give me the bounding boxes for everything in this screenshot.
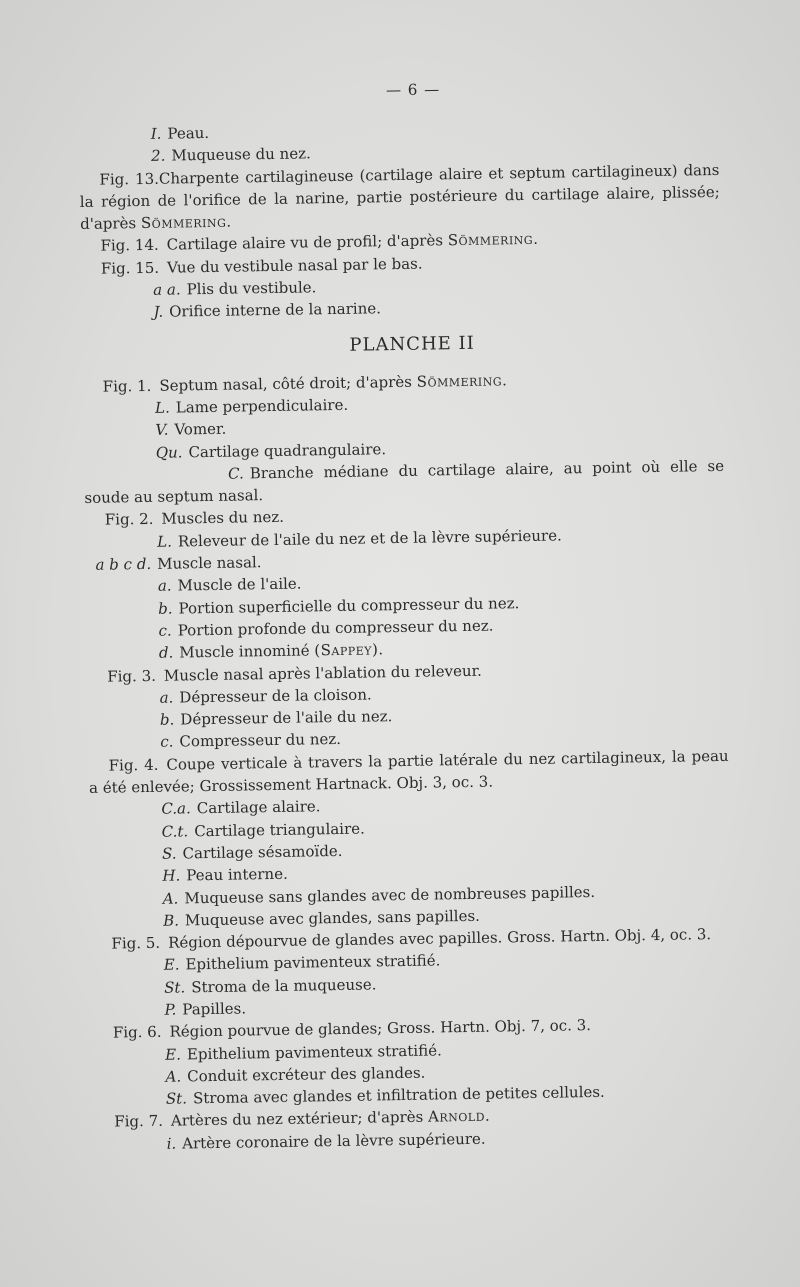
figure-text: Artères du nez extérieur; d'après bbox=[170, 1108, 424, 1131]
item-key: L. bbox=[157, 532, 173, 551]
item-key: P. bbox=[164, 1000, 177, 1019]
item-key: H. bbox=[162, 866, 181, 885]
page-content bbox=[78, 76, 735, 1156]
item-key: V. bbox=[155, 420, 169, 440]
author-name: Sömmering. bbox=[416, 370, 508, 391]
item-key: A. bbox=[162, 889, 179, 908]
item-key: a. bbox=[159, 688, 174, 707]
item-text: Papilles. bbox=[182, 999, 247, 1019]
item-key: C.a. bbox=[161, 799, 191, 819]
figure-label: Fig. 7. bbox=[114, 1112, 164, 1132]
page-number: — 6 — bbox=[385, 80, 441, 100]
item-text: Orifice interne de la narine. bbox=[169, 299, 382, 321]
item-key: a b c d. bbox=[95, 554, 152, 574]
item-text: Compresseur du nez. bbox=[179, 730, 342, 751]
item-text: Releveur de l'aile du nez et de la lèvre supérieure. bbox=[177, 526, 562, 551]
figure-text: Muscle nasal après l'ablation du releveur. bbox=[163, 661, 483, 685]
item-text: Stroma avec glandes et infiltration de petites cellules. bbox=[192, 1083, 605, 1108]
figure-label: Fig. 14. bbox=[100, 236, 159, 256]
item-key: Qu. bbox=[155, 442, 183, 462]
item-text: Muscle innominé bbox=[179, 641, 310, 662]
item-key: 2. bbox=[150, 146, 166, 166]
item-text: Portion superficielle du compresseur du nez. bbox=[178, 593, 520, 618]
figure-text: Coupe verticale à travers la partie latérale du nez cartilagineux, la peau a été enlevée; Grossissement Hartnack. Obj. 3, oc. 3. bbox=[88, 746, 729, 797]
item-text: Muqueuse avec glandes, sans papilles. bbox=[184, 906, 481, 930]
item-text: Cartilage alaire. bbox=[196, 797, 321, 818]
figure-caption-13 bbox=[79, 159, 720, 236]
item-key: St. bbox=[165, 1089, 188, 1108]
item-text: Vomer. bbox=[174, 419, 227, 439]
figure-text: Septum nasal, côté droit; d'après bbox=[159, 372, 413, 395]
item-text: Muscle nasal. bbox=[156, 553, 262, 573]
author-name: Sömmering. bbox=[140, 212, 232, 233]
item-key: B. bbox=[162, 911, 180, 930]
item-key: d. bbox=[158, 643, 174, 663]
item-text: Portion profonde du compresseur du nez. bbox=[177, 616, 494, 640]
figure-label: Fig. 2. bbox=[104, 510, 154, 530]
item-text: Epithelium pavimenteux stratifié. bbox=[185, 951, 441, 974]
item-text: Peau. bbox=[167, 123, 210, 143]
item-key: c. bbox=[158, 621, 172, 640]
item-text: Dépresseur de la cloison. bbox=[179, 685, 372, 707]
figure-text: Cartilage alaire vu de profil; d'après bbox=[166, 231, 444, 255]
item-key: a. bbox=[157, 576, 172, 596]
figure-label: Fig. 1. bbox=[102, 376, 152, 396]
item-text: Artère coronaire de la lèvre supérieure. bbox=[182, 1129, 486, 1153]
item-text: Muqueuse du nez. bbox=[171, 144, 311, 165]
item-text: Cartilage quadrangulaire. bbox=[188, 439, 387, 461]
item-key: C.t. bbox=[161, 821, 189, 841]
item-key: L. bbox=[154, 398, 170, 417]
figure-label: Fig. 6. bbox=[112, 1023, 162, 1042]
figure-text: Région dépourvue de glandes avec papilles. Gross. Hartn. Obj. 4, oc. 3. bbox=[167, 925, 712, 952]
item-text: Muqueuse sans glandes avec de nombreuses papilles. bbox=[184, 882, 596, 907]
item-key: S. bbox=[161, 844, 177, 863]
item-text: Plis du vestibule. bbox=[186, 278, 317, 299]
item-key: b. bbox=[159, 710, 175, 729]
item-text: Muscle de l'aile. bbox=[177, 574, 302, 595]
item-key: E. bbox=[163, 955, 180, 975]
figure-text: Vue du vestibule nasal par le bas. bbox=[166, 254, 423, 277]
item-key: St. bbox=[164, 978, 186, 997]
item-text: Peau interne. bbox=[186, 865, 288, 885]
item-key: i. bbox=[166, 1134, 177, 1153]
author-name: Arnold. bbox=[427, 1107, 491, 1127]
item-text: Cartilage sésamoïde. bbox=[182, 841, 343, 863]
figure-text: Région pourvue de glandes; Gross. Hartn. Obj. 7, oc. 3. bbox=[169, 1016, 592, 1041]
item-text: Epithelium pavimenteux stratifié. bbox=[186, 1040, 442, 1063]
figure-label: Fig. 5. bbox=[111, 933, 161, 953]
item-text: Branche médiane du cartilage alaire, au point où elle se soude au septum nasal. bbox=[84, 456, 725, 508]
item-text: Dépresseur de l'aile du nez. bbox=[180, 707, 393, 729]
item-text: Cartilage triangulaire. bbox=[194, 819, 365, 840]
item-key: c. bbox=[160, 733, 174, 752]
figure-text: Muscles du nez. bbox=[161, 508, 285, 529]
item-text: Stroma de la muqueuse. bbox=[191, 975, 377, 997]
item-key: C. bbox=[227, 464, 244, 483]
figure-label: Fig. 4. bbox=[108, 755, 159, 775]
item-text: Conduit excréteur des glandes. bbox=[187, 1063, 426, 1086]
figure-label: Fig. 13. bbox=[99, 169, 160, 189]
item-key: J. bbox=[153, 303, 164, 322]
item-key: I. bbox=[150, 124, 162, 143]
author-name: (Sappey). bbox=[314, 640, 384, 660]
author-name: Sömmering. bbox=[447, 230, 539, 250]
item-key: E. bbox=[165, 1045, 182, 1064]
item-key: a a. bbox=[153, 280, 181, 299]
figure-label: Fig. 15. bbox=[100, 258, 160, 278]
figure-label: Fig. 3. bbox=[107, 666, 157, 686]
item-key: A. bbox=[165, 1067, 182, 1086]
item-key: b. bbox=[158, 599, 173, 618]
section-title: PLANCHE II bbox=[349, 332, 475, 356]
plate-figures bbox=[83, 366, 735, 1156]
item-text: Lame perpendiculaire. bbox=[175, 395, 349, 417]
figure-text: Charpente cartilagineuse (cartilage alaire et septum cartilagineux) dans la région de l'orifice de la narine, partie postérieure du cartilage alaire, plissée; d'après bbox=[79, 160, 720, 234]
